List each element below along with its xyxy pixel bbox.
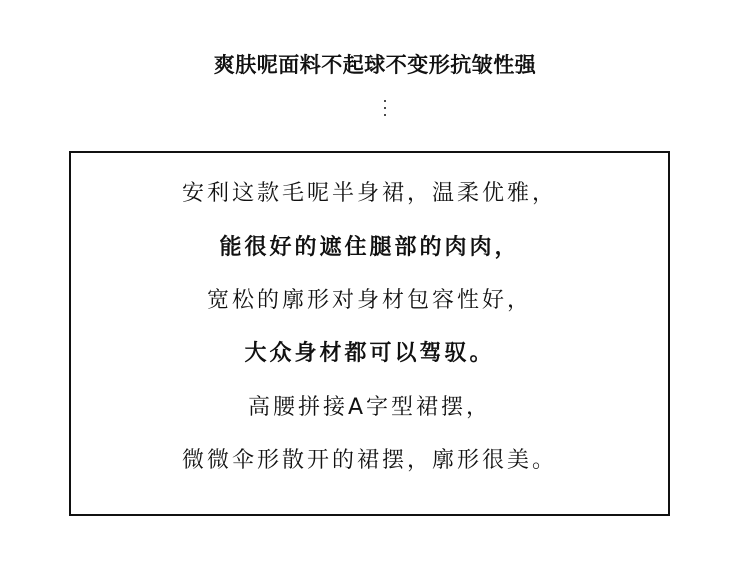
description-line: 宽松的廓形对身材包容性好， — [206, 288, 532, 313]
headline: 爽肤呢面料不起球不变形抗皱性强 — [213, 53, 537, 77]
description-box — [69, 151, 670, 516]
description-line: 高腰拼接A字型裙摆， — [247, 395, 492, 420]
description-line: 微微伞形散开的裙摆，廓形很美。 — [181, 448, 557, 473]
dot — [384, 114, 386, 116]
description-line-bold: 大众身材都可以驾驭。 — [244, 341, 495, 366]
description-line: 安利这款毛呢半身裙，温柔优雅， — [181, 181, 557, 206]
description-line-bold: 能很好的遮住腿部的肉肉， — [219, 235, 520, 260]
dot — [384, 107, 386, 109]
vertical-ellipsis-icon — [383, 100, 387, 116]
dot — [384, 100, 386, 102]
